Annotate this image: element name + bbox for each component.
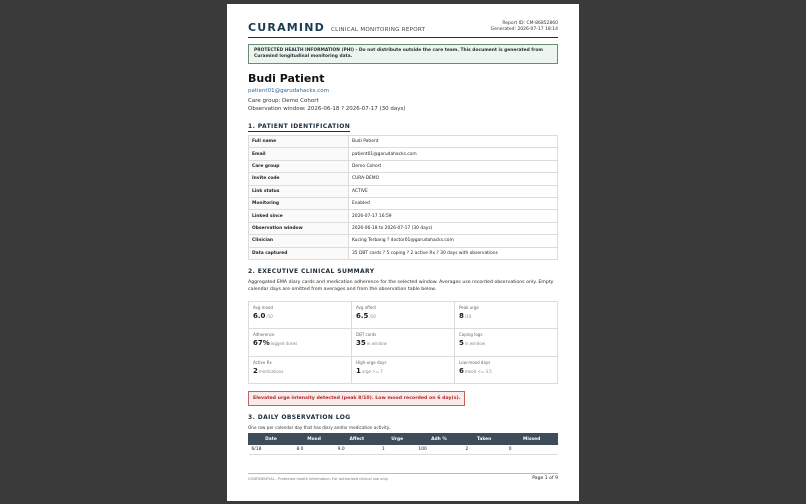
stats-grid xyxy=(248,301,558,385)
observation-cell: 6/18 xyxy=(249,445,294,455)
identification-value: Demo Cohort xyxy=(349,160,558,172)
identification-key: Clinician xyxy=(249,235,349,247)
observation-cell: 9.0 xyxy=(335,445,379,455)
stat-value: 6.0 xyxy=(253,311,266,320)
stat-label: Avg affect xyxy=(356,304,377,310)
identification-key: Link status xyxy=(249,185,349,197)
stat-value-line xyxy=(459,367,553,375)
report-id: Report ID: CM-86852860 xyxy=(502,21,558,26)
log-description: One row per calendar day that has diary and/or medication activity. xyxy=(248,425,390,431)
observation-column-header: Missed xyxy=(506,434,558,445)
identification-row xyxy=(249,185,558,197)
observation-cell: 0 xyxy=(506,445,558,455)
identification-row xyxy=(249,247,558,259)
table-row xyxy=(249,445,558,455)
identification-key: Invite code xyxy=(249,173,349,185)
stat-value-line xyxy=(253,339,347,347)
stat-value-line xyxy=(459,339,553,347)
identification-key: Data captured xyxy=(249,247,349,259)
stat-value-line xyxy=(356,367,450,375)
stats-row xyxy=(249,356,558,384)
identification-key: Observation window xyxy=(249,222,349,234)
observation-cell: 1 xyxy=(379,445,415,455)
identification-value: 2026-06-18 to 2026-07-17 (30 days) xyxy=(349,222,558,234)
identification-value: CURA-DEMO xyxy=(349,173,558,185)
stat-value-line xyxy=(459,312,553,320)
report-footer xyxy=(248,473,558,481)
stat-label: Avg mood xyxy=(253,304,274,310)
stat-value: 1 xyxy=(356,366,361,375)
stat-card xyxy=(249,356,352,384)
clinical-alert: Elevated urge intensity detected (peak 8/10). Low mood recorded on 6 day(s). xyxy=(248,391,465,406)
report-page xyxy=(227,4,579,501)
stat-unit: /10 xyxy=(369,313,376,319)
report-title: CLINICAL MONITORING REPORT xyxy=(330,27,426,33)
stat-unit: mood <= 3.5 xyxy=(464,368,492,374)
stat-card xyxy=(455,356,558,384)
report-meta xyxy=(491,21,558,33)
generated-at: Generated: 2026-07-17 18:14 xyxy=(490,27,558,32)
brand xyxy=(248,21,425,34)
identification-key: Monitoring xyxy=(249,197,349,209)
stat-unit: in window xyxy=(464,341,485,347)
stat-unit: /10 xyxy=(266,313,273,319)
stat-card xyxy=(249,329,352,357)
section-heading-summary: 2. EXECUTIVE CLINICAL SUMMARY xyxy=(248,267,375,275)
identification-value: 35 DBT cards ? 5 coping ? 2 active Rx ? 30 days with observations xyxy=(349,247,558,259)
observation-column-header: Affect xyxy=(335,434,379,445)
stat-value: 8 xyxy=(459,311,464,320)
observation-column-header: Taken xyxy=(462,434,505,445)
stat-label: DBT cards xyxy=(356,332,377,338)
page-number: Page 1 of 9 xyxy=(532,476,558,481)
stat-card xyxy=(455,301,558,329)
stat-value: 5 xyxy=(459,339,464,348)
care-group: Care group: Demo Cohort xyxy=(248,98,319,104)
identification-value: patient01@garudahacks.com xyxy=(349,148,558,160)
stat-card xyxy=(455,329,558,357)
stat-label: High-urge days xyxy=(356,359,387,365)
stat-value-line xyxy=(253,312,347,320)
identification-key: Email xyxy=(249,148,349,160)
stat-card xyxy=(249,301,352,329)
stat-unit: medications xyxy=(258,368,284,374)
identification-row xyxy=(249,148,558,160)
identification-row xyxy=(249,222,558,234)
identification-row xyxy=(249,160,558,172)
observation-cell: 8.0 xyxy=(293,445,334,455)
patient-email-link[interactable]: patient01@garudahacks.com xyxy=(248,88,329,94)
identification-value: Budi Patient xyxy=(349,136,558,148)
identification-table xyxy=(248,135,558,260)
confidential-note: CONFIDENTIAL - Protected health information. For authorized clinical use only. xyxy=(248,476,389,481)
observation-window: Observation window: 2026-06-18 ? 2026-07-17 (30 days) xyxy=(248,106,406,112)
identification-row xyxy=(249,173,558,185)
stat-unit: logged doses xyxy=(270,341,298,347)
stat-label: Coping logs xyxy=(459,332,483,338)
observation-column-header: Adh % xyxy=(415,434,462,445)
report-header xyxy=(248,21,558,38)
observation-cell: 2 xyxy=(462,445,505,455)
identification-row xyxy=(249,197,558,209)
identification-value: 2026-07-17 16:59 xyxy=(349,210,558,222)
stat-unit: urge >= 7 xyxy=(361,368,383,374)
stat-card xyxy=(352,329,455,357)
stat-value: 6 xyxy=(459,366,464,375)
summary-paragraph: Aggregated EMA diary cards and medication adherence for the selected window. Averages use recorded observations only. Empty calendar days are omitted from averages and from the observation table below. xyxy=(248,279,554,292)
identification-row xyxy=(249,210,558,222)
stat-value: 67% xyxy=(253,339,270,348)
observation-cell: 100 xyxy=(415,445,462,455)
observation-table xyxy=(248,433,558,455)
stat-value: 35 xyxy=(356,339,366,348)
phi-notice: PROTECTED HEALTH INFORMATION (PHI) - Do not distribute outside the care team. This document is generated from Curamind longitudinal monitoring data. xyxy=(248,44,558,64)
observation-column-header: Date xyxy=(249,434,294,445)
observation-column-header: Mood xyxy=(293,434,334,445)
stat-label: Adherence xyxy=(253,332,275,338)
identification-key: Linked since xyxy=(249,210,349,222)
section-heading-log: 3. DAILY OBSERVATION LOG xyxy=(248,414,351,422)
stat-value-line xyxy=(253,367,347,375)
identification-value: ACTIVE xyxy=(349,185,558,197)
patient-name: Budi Patient xyxy=(248,72,325,85)
identification-row xyxy=(249,235,558,247)
stat-value-line xyxy=(356,339,450,347)
observation-column-header: Urge xyxy=(379,434,415,445)
stat-value: 2 xyxy=(253,366,258,375)
identification-key: Full name xyxy=(249,136,349,148)
stat-card xyxy=(352,356,455,384)
stat-value: 6.5 xyxy=(356,311,369,320)
identification-value: Kucing Terbang ? doctor01@garudahacks.com xyxy=(349,235,558,247)
stat-card xyxy=(352,301,455,329)
stat-label: Active Rx xyxy=(253,359,272,365)
brand-logo: CURAMIND xyxy=(248,21,325,34)
identification-row xyxy=(249,136,558,148)
stat-value-line xyxy=(356,312,450,320)
stats-row xyxy=(249,329,558,357)
stat-unit: /10 xyxy=(464,313,472,319)
stat-label: Low-mood days xyxy=(459,359,491,365)
identification-value: Enabled xyxy=(349,197,558,209)
stat-unit: in window xyxy=(366,341,387,347)
identification-key: Care group xyxy=(249,160,349,172)
stat-label: Peak urge xyxy=(459,304,479,310)
stats-row xyxy=(249,301,558,329)
section-heading-identification: 1. PATIENT IDENTIFICATION xyxy=(248,123,351,130)
